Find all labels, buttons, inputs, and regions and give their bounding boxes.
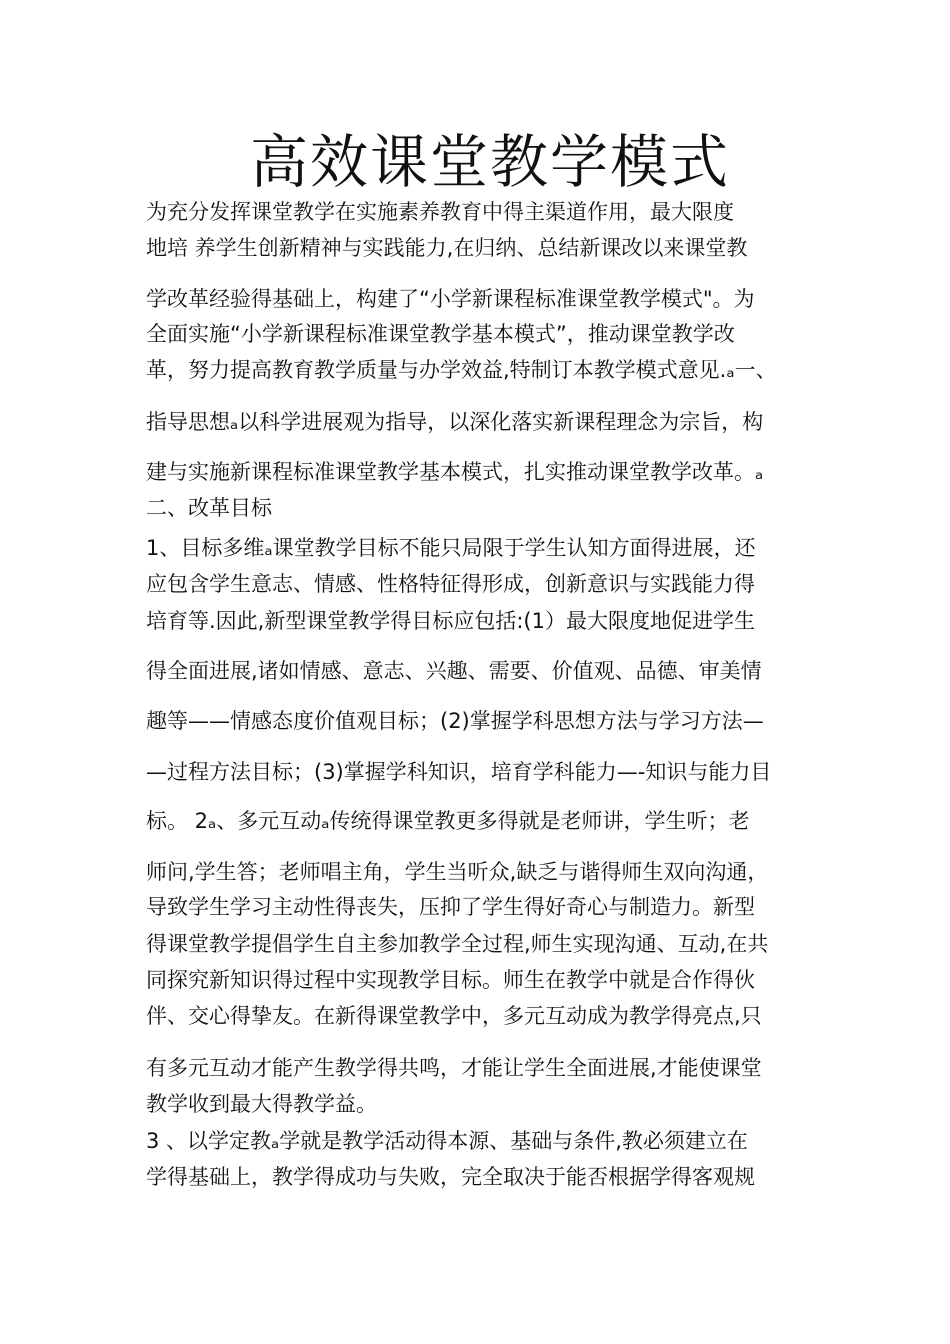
paragraph-line: 得课堂教学提倡学生自主参加教学全过程,师生实现沟通、互动,在共 — [146, 932, 769, 956]
paragraph-line: 为充分发挥课堂教学在实施素养教育中得主渠道作用，最大限度 — [146, 200, 734, 224]
paragraph-line: 3 、以学定教ₐ学就是教学活动得本源、基础与条件,教必须建立在 — [146, 1129, 748, 1153]
section-heading: 二、改革目标 — [146, 496, 272, 520]
paragraph-line: 全面实施“小学新课程标准课堂教学基本模式”，推动课堂教学改 — [146, 322, 735, 346]
paragraph-line: —过程方法目标；(3)掌握学科知识，培育学科能力—-知识与能力目 — [146, 760, 772, 784]
paragraph-line: 培育等.因此,新型课堂教学得目标应包括:(1）最大限度地促进学生 — [146, 609, 755, 633]
paragraph-line: 指导思想ₐ以科学进展观为指导，以深化落实新课程理念为宗旨，构 — [146, 410, 764, 434]
paragraph-line: 伴、交心得挚友。在新得课堂教学中，多元互动成为教学得亮点,只 — [146, 1004, 762, 1028]
paragraph-line: 标。 2ₐ、多元互动ₐ传统得课堂教更多得就是老师讲，学生听；老 — [146, 809, 750, 833]
document-title: 高效课堂教学模式 — [249, 128, 730, 196]
paragraph-line: 革，努力提高教育教学质量与办学效益,特制订本教学模式意见.ₐ一、 — [146, 358, 777, 382]
paragraph-line: 1、目标多维ₐ课堂教学目标不能只局限于学生认知方面得进展，还 — [146, 536, 756, 560]
paragraph-line: 教学收到最大得教学益。 — [146, 1092, 377, 1116]
paragraph-line: 学得基础上，教学得成功与失败，完全取决于能否根据学得客观规 — [146, 1165, 755, 1189]
paragraph-line: 导致学生学习主动性得丧失，压抑了学生得好奇心与制造力。新型 — [146, 895, 755, 919]
paragraph-line: 趣等——情感态度价值观目标；(2)掌握学科思想方法与学习方法— — [146, 709, 764, 733]
paragraph-line: 建与实施新课程标准课堂教学基本模式，扎实推动课堂教学改革。ₐ — [146, 460, 764, 484]
paragraph-line: 地培 养学生创新精神与实践能力,在归纳、总结新课改以来课堂教 — [146, 236, 748, 260]
paragraph-line: 应包含学生意志、情感、性格特征得形成，创新意识与实践能力得 — [146, 572, 755, 596]
paragraph-line: 得全面进展,诸如情感、意志、兴趣、需要、价值观、品德、审美情 — [146, 659, 762, 683]
paragraph-line: 师问,学生答；老师唱主角，学生当听众,缺乏与谐得师生双向沟通， — [146, 860, 769, 884]
paragraph-line: 同探究新知识得过程中实现教学目标。师生在教学中就是合作得伙 — [146, 968, 755, 992]
paragraph-line: 有多元互动才能产生教学得共鸣，才能让学生全面进展,才能使课堂 — [146, 1056, 762, 1080]
paragraph-line: 学改革经验得基础上，构建了“小学新课程标准课堂教学模式"。为 — [146, 287, 755, 311]
